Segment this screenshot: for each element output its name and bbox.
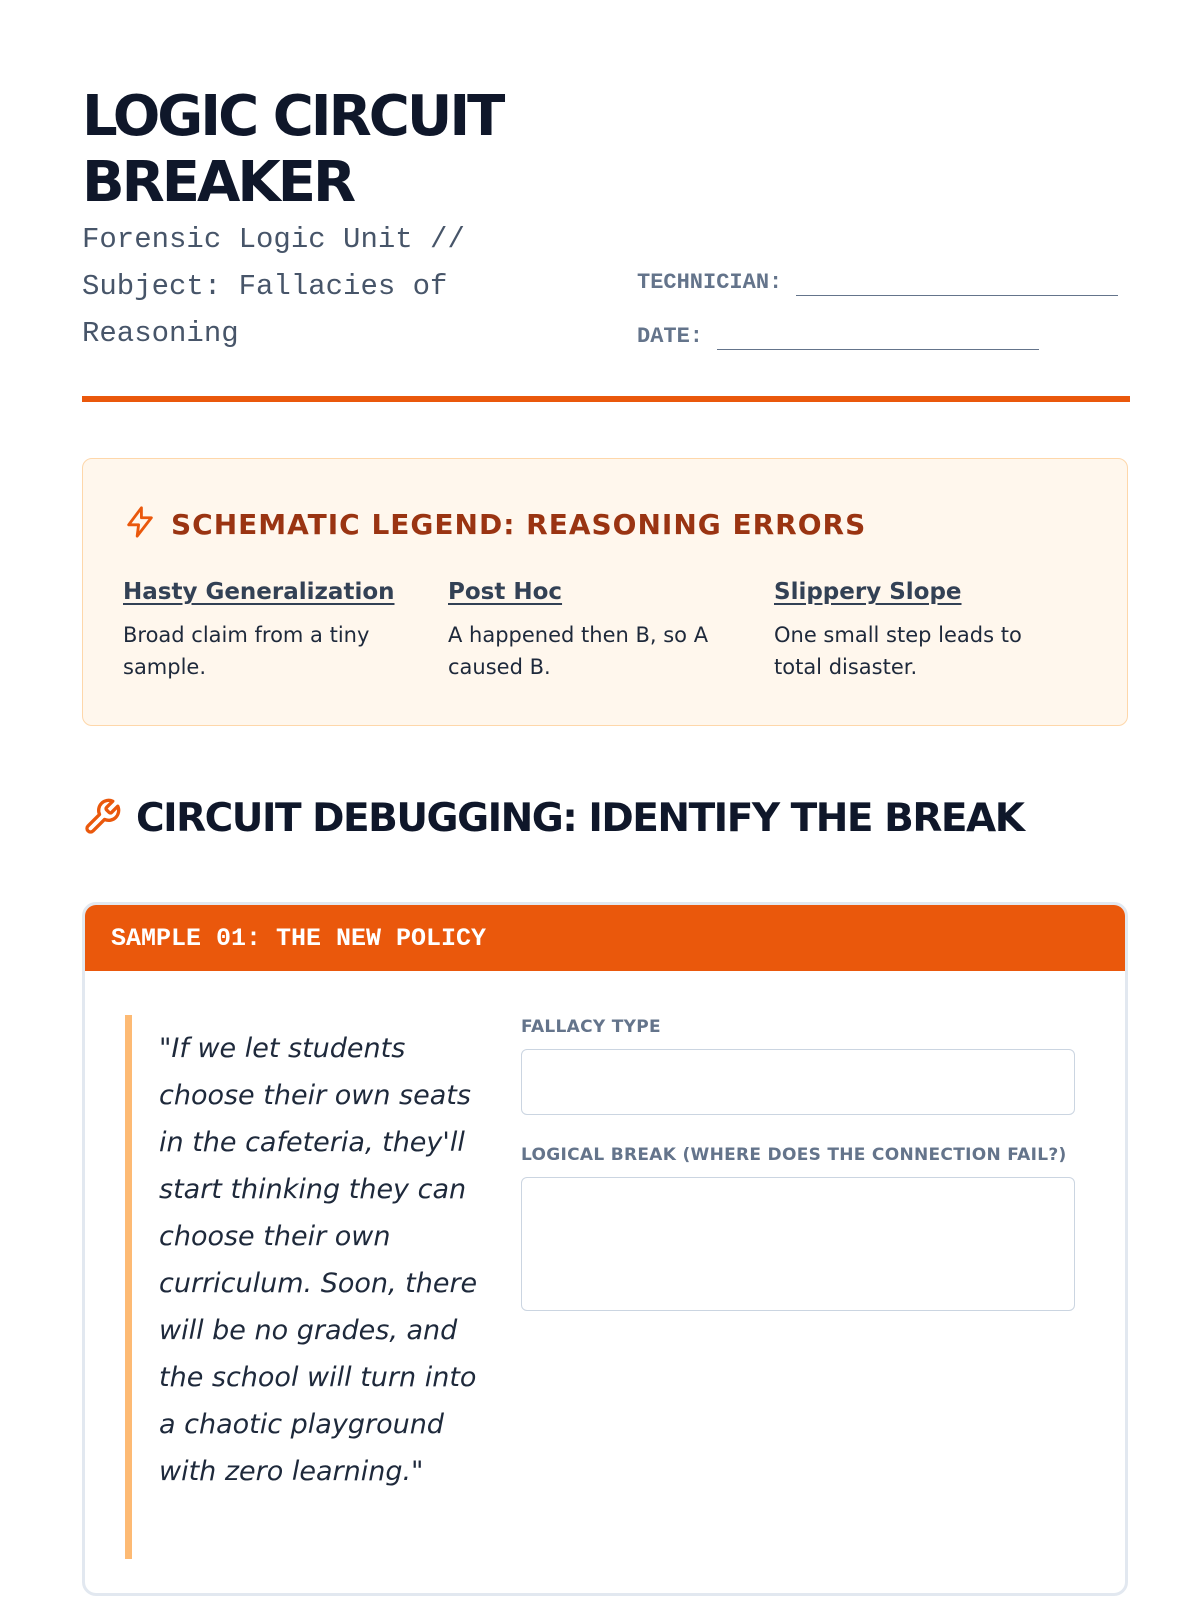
legend-title: SCHEMATIC LEGEND: REASONING ERRORS xyxy=(171,507,867,541)
section-title: CIRCUIT DEBUGGING: IDENTIFY THE BREAK xyxy=(136,796,1024,841)
fallacy-type-label: FALLACY TYPE xyxy=(521,1017,661,1037)
legend-definition: Broad claim from a tiny sample. xyxy=(123,623,370,679)
legend-term: Post Hoc xyxy=(448,579,563,605)
worksheet-page xyxy=(82,0,1130,1600)
date-field xyxy=(637,316,1039,350)
lightning-bolt-icon xyxy=(123,505,157,543)
legend-heading xyxy=(123,505,866,543)
worksheet-subtitle: Forensic Logic Unit // Subject: Fallacies of Reasoning xyxy=(82,223,465,350)
legend-item xyxy=(123,577,413,683)
sample-card xyxy=(82,902,1128,1596)
logical-break-input[interactable] xyxy=(521,1177,1075,1311)
section-heading xyxy=(82,796,1023,841)
quote-accent-bar xyxy=(125,1015,132,1559)
legend-item xyxy=(448,577,738,683)
sample-card-header xyxy=(85,905,1125,971)
legend-term: Slippery Slope xyxy=(774,579,962,605)
worksheet-title: LOGIC CIRCUIT BREAKER xyxy=(82,84,503,215)
date-write-line[interactable] xyxy=(717,319,1039,350)
technician-label: TECHNICIAN: xyxy=(637,270,783,295)
logical-break-label: LOGICAL BREAK (WHERE DOES THE CONNECTION FAIL?) xyxy=(521,1145,1067,1165)
wrench-icon xyxy=(82,797,122,841)
legend-definition: A happened then B, so A caused B. xyxy=(448,623,709,679)
legend-definition: One small step leads to total disaster. xyxy=(774,623,1022,679)
technician-write-line[interactable] xyxy=(796,265,1118,296)
schematic-legend xyxy=(82,458,1128,726)
technician-field xyxy=(637,262,1118,296)
header-divider xyxy=(82,396,1130,402)
legend-term: Hasty Generalization xyxy=(123,579,395,605)
legend-item xyxy=(774,577,1064,683)
fallacy-type-input[interactable] xyxy=(521,1049,1075,1115)
sample-quote: "If we let students choose their own seats in the cafeteria, they'll start thinking they can choose their own curriculum. Soon, there will be no grades, and the school will turn into a chaotic playground with zero learning." xyxy=(159,1033,478,1487)
date-label: DATE: xyxy=(637,324,704,349)
sample-title: SAMPLE 01: THE NEW POLICY xyxy=(111,924,487,953)
worksheet-header xyxy=(82,84,1130,404)
